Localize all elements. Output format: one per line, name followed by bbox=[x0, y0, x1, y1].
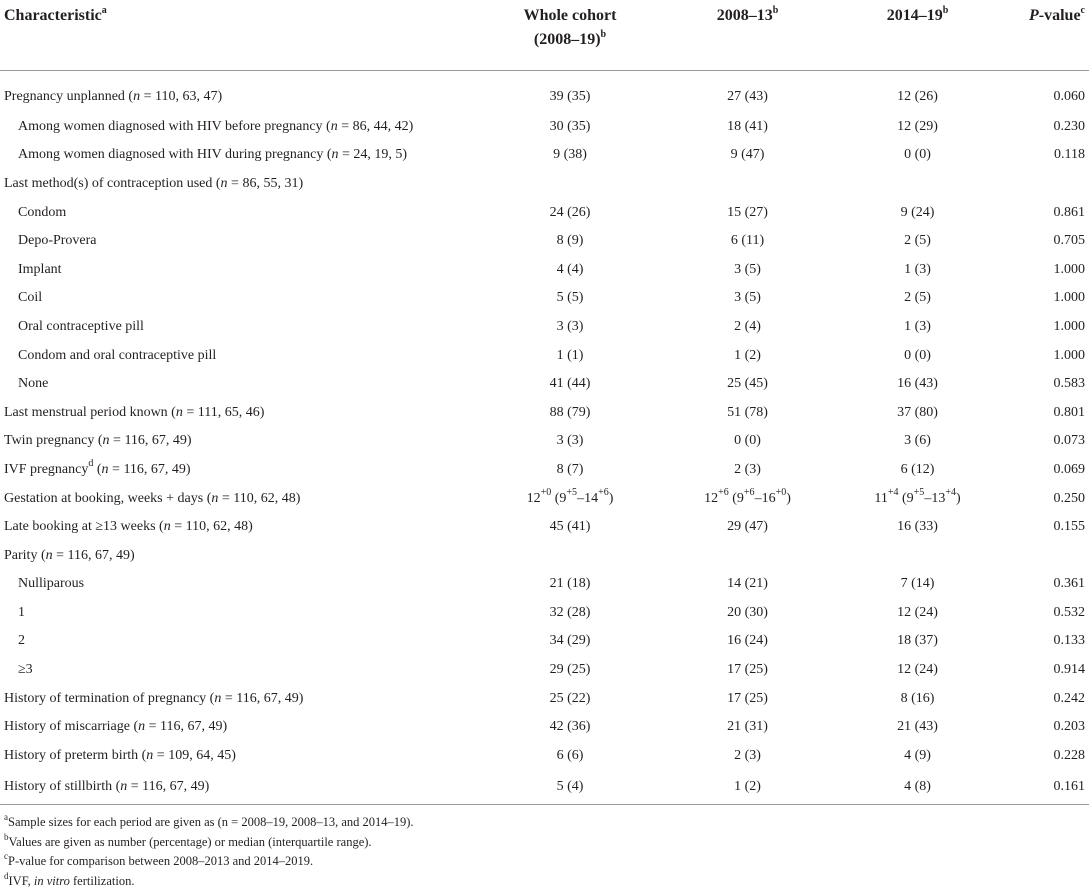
row-label: History of miscarriage (n = 116, 67, 49) bbox=[4, 719, 228, 735]
cell-p-value: 0.242 bbox=[1053, 690, 1085, 706]
cell-p2: 2 (5) bbox=[904, 290, 931, 306]
cell-p-value: 0.118 bbox=[1054, 147, 1085, 163]
table-row bbox=[0, 141, 1089, 170]
cell-p1: 0 (0) bbox=[734, 433, 761, 449]
cell-p2 bbox=[835, 170, 1000, 199]
cell-p-value: 0.250 bbox=[1053, 490, 1085, 506]
row-label: Among women diagnosed with HIV before pregnancy (n = 86, 44, 42) bbox=[18, 118, 414, 134]
row-label: Twin pregnancy (n = 116, 67, 49) bbox=[4, 433, 192, 449]
cell-p-value: 1.000 bbox=[1053, 318, 1085, 334]
cell-p-value: 0.161 bbox=[1000, 770, 1089, 805]
cell-p1 bbox=[660, 541, 835, 570]
cell-p-value: 0.532 bbox=[1053, 604, 1085, 620]
cell-p1: 18 (41) bbox=[727, 118, 768, 134]
footnote-b: $^b$Values are given as number (percentage) or median (interquartile range). bbox=[4, 831, 372, 849]
cell-p-value: 0.914 bbox=[1053, 662, 1085, 678]
cell-whole bbox=[480, 170, 660, 199]
table-row bbox=[0, 255, 1089, 284]
table-row bbox=[0, 513, 1089, 542]
cell-p2: 8 (16) bbox=[900, 690, 935, 706]
cell-p2: 37 (80) bbox=[897, 404, 938, 420]
row-label: Last menstrual period known (n = 111, 65, 46) bbox=[4, 404, 265, 420]
cell-p-value: 0.155 bbox=[1053, 519, 1085, 535]
table-row bbox=[0, 341, 1089, 370]
cell-p1 bbox=[660, 170, 835, 199]
cell-p2 bbox=[835, 541, 1000, 570]
cell-p-value: 0.861 bbox=[1053, 204, 1085, 220]
cell-p2: 4 (9) bbox=[904, 747, 931, 763]
table-row bbox=[0, 70, 1089, 113]
cell-p-value: 0.230 bbox=[1053, 118, 1085, 134]
cell-p1: 6 (11) bbox=[730, 233, 765, 249]
table-body bbox=[0, 70, 1089, 805]
row-label: Nulliparous bbox=[18, 576, 85, 592]
cell-p2: 3 (6) bbox=[904, 433, 931, 449]
table-row bbox=[0, 570, 1089, 599]
footnote-c: $^c$P-value for comparison between 2008–2013 and 2014–2019. bbox=[4, 851, 314, 869]
cell-p-value bbox=[1000, 541, 1089, 570]
cell-p-value bbox=[1000, 170, 1089, 199]
cell-p-value: 0.705 bbox=[1053, 233, 1085, 249]
cell-whole: 4 (4) bbox=[556, 261, 584, 277]
cell-p1: $12^{+6}$ $(9^{+6}-16^{+0})$ bbox=[704, 486, 791, 506]
cell-whole: 29 (25) bbox=[549, 662, 591, 678]
cell-p-value: 0.133 bbox=[1053, 633, 1085, 649]
cell-whole: 25 (22) bbox=[549, 690, 591, 706]
table-row bbox=[0, 713, 1089, 742]
table-row bbox=[0, 456, 1089, 485]
row-label: History of stillbirth (n = 116, 67, 49) bbox=[0, 770, 480, 805]
table-header-row bbox=[0, 0, 1089, 70]
cell-whole: 88 (79) bbox=[549, 404, 591, 420]
table-row bbox=[0, 227, 1089, 256]
row-label: Implant bbox=[18, 261, 62, 277]
cell-whole: 34 (29) bbox=[549, 633, 591, 649]
header-period-2008-13: 2008–13$^b$ bbox=[660, 0, 835, 70]
cell-whole: 39 (35) bbox=[549, 88, 591, 104]
cell-p1: 20 (30) bbox=[727, 604, 768, 620]
cell-whole: 41 (44) bbox=[549, 376, 591, 392]
cell-p2: 16 (33) bbox=[897, 519, 938, 535]
cell-p2: 4 (8) bbox=[835, 770, 1000, 805]
cell-whole: 32 (28) bbox=[549, 604, 591, 620]
row-label: Condom and oral contraceptive pill bbox=[18, 347, 217, 363]
row-label: Gestation at booking, weeks + days (n = 110, 62, 48) bbox=[4, 490, 301, 506]
cell-p2: 12 (26) bbox=[897, 88, 938, 104]
row-label: History of termination of pregnancy (n = 116, 67, 49) bbox=[4, 690, 304, 706]
cell-p2: $11^{+4}$ $(9^{+5}-13^{+4})$ bbox=[874, 486, 961, 506]
cell-p2: 16 (43) bbox=[897, 376, 938, 392]
table-row bbox=[0, 284, 1089, 313]
cell-whole: 30 (35) bbox=[549, 118, 591, 134]
cell-p-value: 0.203 bbox=[1053, 719, 1085, 735]
cell-p2: 9 (24) bbox=[900, 204, 935, 220]
cell-p-value: 1.000 bbox=[1053, 290, 1085, 306]
cell-p1: 51 (78) bbox=[727, 404, 768, 420]
row-label: Depo-Provera bbox=[18, 233, 97, 249]
table-row bbox=[0, 627, 1089, 656]
cell-whole: 45 (41) bbox=[549, 519, 591, 535]
cell-p2: 0 (0) bbox=[904, 147, 931, 163]
table-row bbox=[0, 484, 1089, 513]
cell-p1: 14 (21) bbox=[727, 576, 768, 592]
row-label: Parity (n = 116, 67, 49) bbox=[4, 547, 135, 563]
row-label: None bbox=[18, 376, 49, 392]
cell-p1: 29 (47) bbox=[727, 519, 768, 535]
cell-p2: 2 (5) bbox=[904, 233, 931, 249]
cell-p1: 17 (25) bbox=[727, 690, 768, 706]
table-row bbox=[0, 170, 1089, 199]
header-p-value: P-value$^c$ bbox=[1000, 0, 1089, 70]
cell-p1: 16 (24) bbox=[727, 633, 768, 649]
cell-whole: 5 (5) bbox=[556, 290, 584, 306]
row-label: Pregnancy unplanned (n = 110, 63, 47) bbox=[4, 88, 223, 104]
row-label: Among women diagnosed with HIV during pregnancy (n = 24, 19, 5) bbox=[18, 147, 408, 163]
cell-p2: 12 (24) bbox=[897, 662, 938, 678]
row-label: 2 bbox=[18, 633, 25, 649]
footnote-d: $^d$IVF, in vitro fertilization. bbox=[4, 870, 135, 888]
cell-p1: 2 (3) bbox=[734, 747, 761, 763]
cell-p1: 15 (27) bbox=[727, 204, 768, 220]
cell-whole: 1 (1) bbox=[556, 347, 584, 363]
cell-p1: 2 (3) bbox=[734, 461, 761, 477]
table-row bbox=[0, 398, 1089, 427]
cell-p-value: 0.069 bbox=[1053, 461, 1085, 477]
cell-p-value: 0.228 bbox=[1053, 747, 1085, 763]
row-label: ≥3 bbox=[18, 662, 33, 678]
cell-whole: 3 (3) bbox=[556, 433, 584, 449]
table-row bbox=[0, 656, 1089, 685]
cell-p1: 17 (25) bbox=[727, 662, 768, 678]
row-label: 1 bbox=[18, 604, 25, 620]
cell-p-value: 0.801 bbox=[1053, 404, 1085, 420]
table-row bbox=[0, 599, 1089, 628]
cell-p2: 12 (24) bbox=[897, 604, 938, 620]
table-row bbox=[0, 113, 1089, 142]
cell-p2: 6 (12) bbox=[900, 461, 935, 477]
cell-p1: 25 (45) bbox=[727, 376, 768, 392]
table-row bbox=[0, 198, 1089, 227]
cell-p-value: 1.000 bbox=[1053, 261, 1085, 277]
table-row bbox=[0, 313, 1089, 342]
table-row bbox=[0, 541, 1089, 570]
footnotes bbox=[0, 805, 1089, 891]
cell-p-value: 0.060 bbox=[1053, 88, 1085, 104]
cell-p2: 1 (3) bbox=[904, 261, 931, 277]
cell-p1: 2 (4) bbox=[734, 318, 761, 334]
cell-p2: 1 (3) bbox=[904, 318, 931, 334]
row-label: Condom bbox=[18, 204, 67, 220]
cell-p-value: 0.073 bbox=[1053, 433, 1085, 449]
cell-whole: 9 (38) bbox=[553, 147, 587, 163]
row-label: IVF pregnancy$^d$ (n = 116, 67, 49) bbox=[4, 458, 191, 477]
cell-whole: 5 (4) bbox=[480, 770, 660, 805]
cell-p2: 12 (29) bbox=[897, 118, 938, 134]
header-whole-cohort: Whole cohort (2008–19)$^b$ bbox=[480, 0, 660, 70]
row-label: Coil bbox=[18, 290, 43, 306]
table-row bbox=[0, 684, 1089, 713]
row-label: Last method(s) of contraception used (n = 86, 55, 31) bbox=[4, 175, 304, 191]
cell-p1: 3 (5) bbox=[734, 290, 761, 306]
cell-whole: 8 (7) bbox=[556, 461, 584, 477]
cell-p2: 7 (14) bbox=[900, 576, 935, 592]
cell-whole: $12^{+0}$ $(9^{+5}-14^{+6})$ bbox=[526, 486, 614, 506]
cell-p2: 0 (0) bbox=[904, 347, 931, 363]
cell-whole: 21 (18) bbox=[549, 576, 591, 592]
table-row bbox=[0, 370, 1089, 399]
cell-whole: 24 (26) bbox=[549, 204, 591, 220]
cell-p1: 3 (5) bbox=[734, 261, 761, 277]
cell-p1: 1 (2) bbox=[660, 770, 835, 805]
cell-whole: 3 (3) bbox=[556, 318, 584, 334]
header-period-2014-19: 2014–19$^b$ bbox=[835, 0, 1000, 70]
cell-p-value: 1.000 bbox=[1053, 347, 1085, 363]
cell-p2: 21 (43) bbox=[897, 719, 938, 735]
row-label: History of preterm birth (n = 109, 64, 45) bbox=[4, 747, 236, 763]
cell-p-value: 0.583 bbox=[1053, 376, 1085, 392]
table-row bbox=[0, 427, 1089, 456]
cell-p1: 21 (31) bbox=[727, 719, 768, 735]
cell-whole: 6 (6) bbox=[556, 747, 584, 763]
cell-whole bbox=[480, 541, 660, 570]
cell-whole: 42 (36) bbox=[549, 719, 591, 735]
row-label: Oral contraceptive pill bbox=[18, 318, 144, 334]
row-label: Late booking at ≥13 weeks (n = 110, 62, 48) bbox=[4, 519, 253, 535]
cell-p1: 27 (43) bbox=[727, 88, 768, 104]
header-characteristic: Characteristic$^a$ bbox=[0, 0, 480, 70]
table-row bbox=[0, 770, 1089, 805]
cell-p-value: 0.361 bbox=[1053, 576, 1085, 592]
cell-p1: 9 (47) bbox=[730, 147, 765, 163]
table-row bbox=[0, 742, 1089, 771]
cell-whole: 8 (9) bbox=[556, 233, 584, 249]
footnote-a: $^a$Sample sizes for each period are given as (n = 2008–19, 2008–13, and 2014–19). bbox=[4, 812, 414, 830]
cell-p1: 1 (2) bbox=[734, 347, 761, 363]
cell-p2: 18 (37) bbox=[897, 633, 938, 649]
